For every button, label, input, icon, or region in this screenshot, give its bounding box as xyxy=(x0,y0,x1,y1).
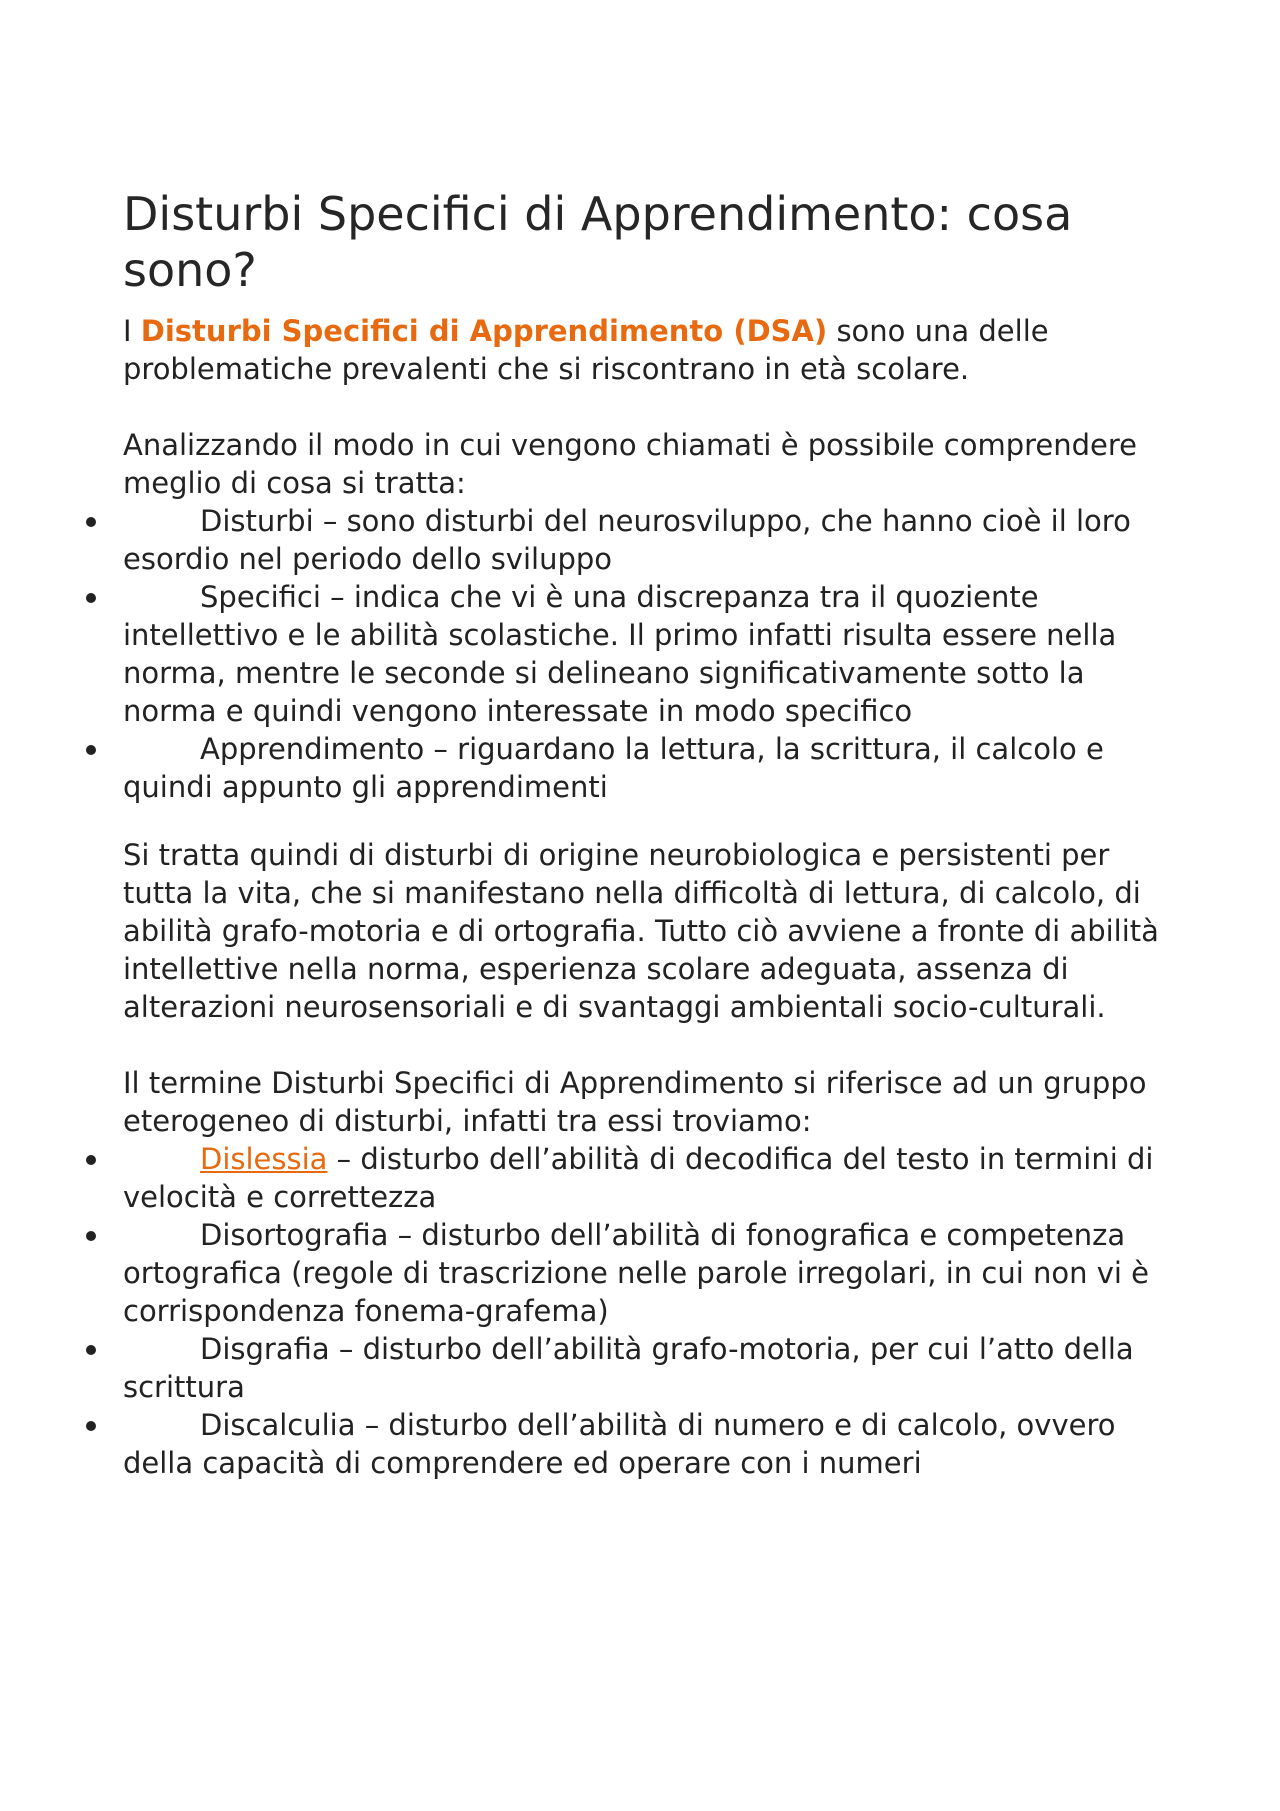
list-item xyxy=(123,502,1173,578)
bullet-icon xyxy=(86,1345,96,1355)
bullet-icon xyxy=(86,593,96,603)
intro-prefix: I xyxy=(123,314,141,348)
definition-list xyxy=(123,502,1173,806)
intro-rest: sono una delle problematiche prevalenti che si riscontrano in età scolare. xyxy=(123,314,1049,386)
list-item-text: Apprendimento – riguardano la lettura, la scrittura, il calcolo e quindi appunto gli apprendimenti xyxy=(123,732,1104,804)
list-item-text: – disturbo dell’abilità di decodifica del testo in termini di velocità e correttezza xyxy=(123,1142,1154,1214)
list-item xyxy=(123,730,1173,806)
list-item xyxy=(123,578,1173,730)
list-item xyxy=(123,1406,1173,1482)
list-item-text: Discalculia – disturbo dell’abilità di numero e di calcolo, ovvero della capacità di comprendere ed operare con i numeri xyxy=(123,1408,1116,1480)
paragraph-origin: Si tratta quindi di disturbi di origine neurobiologica e persistenti per tutta la vita, che si manifestano nella difficoltà di lettura, di calcolo, di abilità grafo-motoria e di ortografia. Tutto ciò avviene a fronte di abilità intellettive nella norma, esperienza scolare adeguata, assenza di alterazioni neurosensoriali e di svantaggi ambientali socio-culturali. xyxy=(123,838,1159,1024)
bullet-icon xyxy=(86,1231,96,1241)
bullet-icon xyxy=(86,1421,96,1431)
list-item-text: Disturbi – sono disturbi del neurosviluppo, che hanno cioè il loro esordio nel periodo dello sviluppo xyxy=(123,504,1131,576)
dsa-highlight: Disturbi Specifici di Apprendimento (DSA) xyxy=(140,314,828,348)
list-item-text: Disgrafia – disturbo dell’abilità grafo-motoria, per cui l’atto della scrittura xyxy=(123,1332,1134,1404)
list-item xyxy=(123,1140,1173,1216)
paragraph-analysis: Analizzando il modo in cui vengono chiamati è possibile comprendere meglio di cosa si tratta: xyxy=(123,428,1138,500)
list-item-text: Specifici – indica che vi è una discrepanza tra il quoziente intellettivo e le abilità scolastiche. Il primo infatti risulta essere nella norma, mentre le seconde si delineano significativamente sotto la norma e quindi vengono interessate in modo specifico xyxy=(123,580,1117,728)
bullet-icon xyxy=(86,745,96,755)
page-title: Disturbi Specifici di Apprendimento: cosa sono? xyxy=(123,187,1073,297)
paragraph-term: Il termine Disturbi Specifici di Apprendimento si riferisce ad un gruppo eterogeneo di disturbi, infatti tra essi troviamo: xyxy=(123,1066,1147,1138)
disorders-list xyxy=(123,1140,1173,1482)
dislessia-link[interactable]: Dislessia xyxy=(200,1142,328,1176)
bullet-icon xyxy=(86,517,96,527)
bullet-icon xyxy=(86,1155,96,1165)
intro-paragraph xyxy=(123,312,1173,388)
document-body xyxy=(123,186,1173,1482)
list-item-text: Disortografia – disturbo dell’abilità di fonografica e competenza ortografica (regole di trascrizione nelle parole irregolari, in cui non vi è corrispondenza fonema-grafema) xyxy=(123,1218,1150,1328)
list-item xyxy=(123,1216,1173,1330)
list-item xyxy=(123,1330,1173,1406)
